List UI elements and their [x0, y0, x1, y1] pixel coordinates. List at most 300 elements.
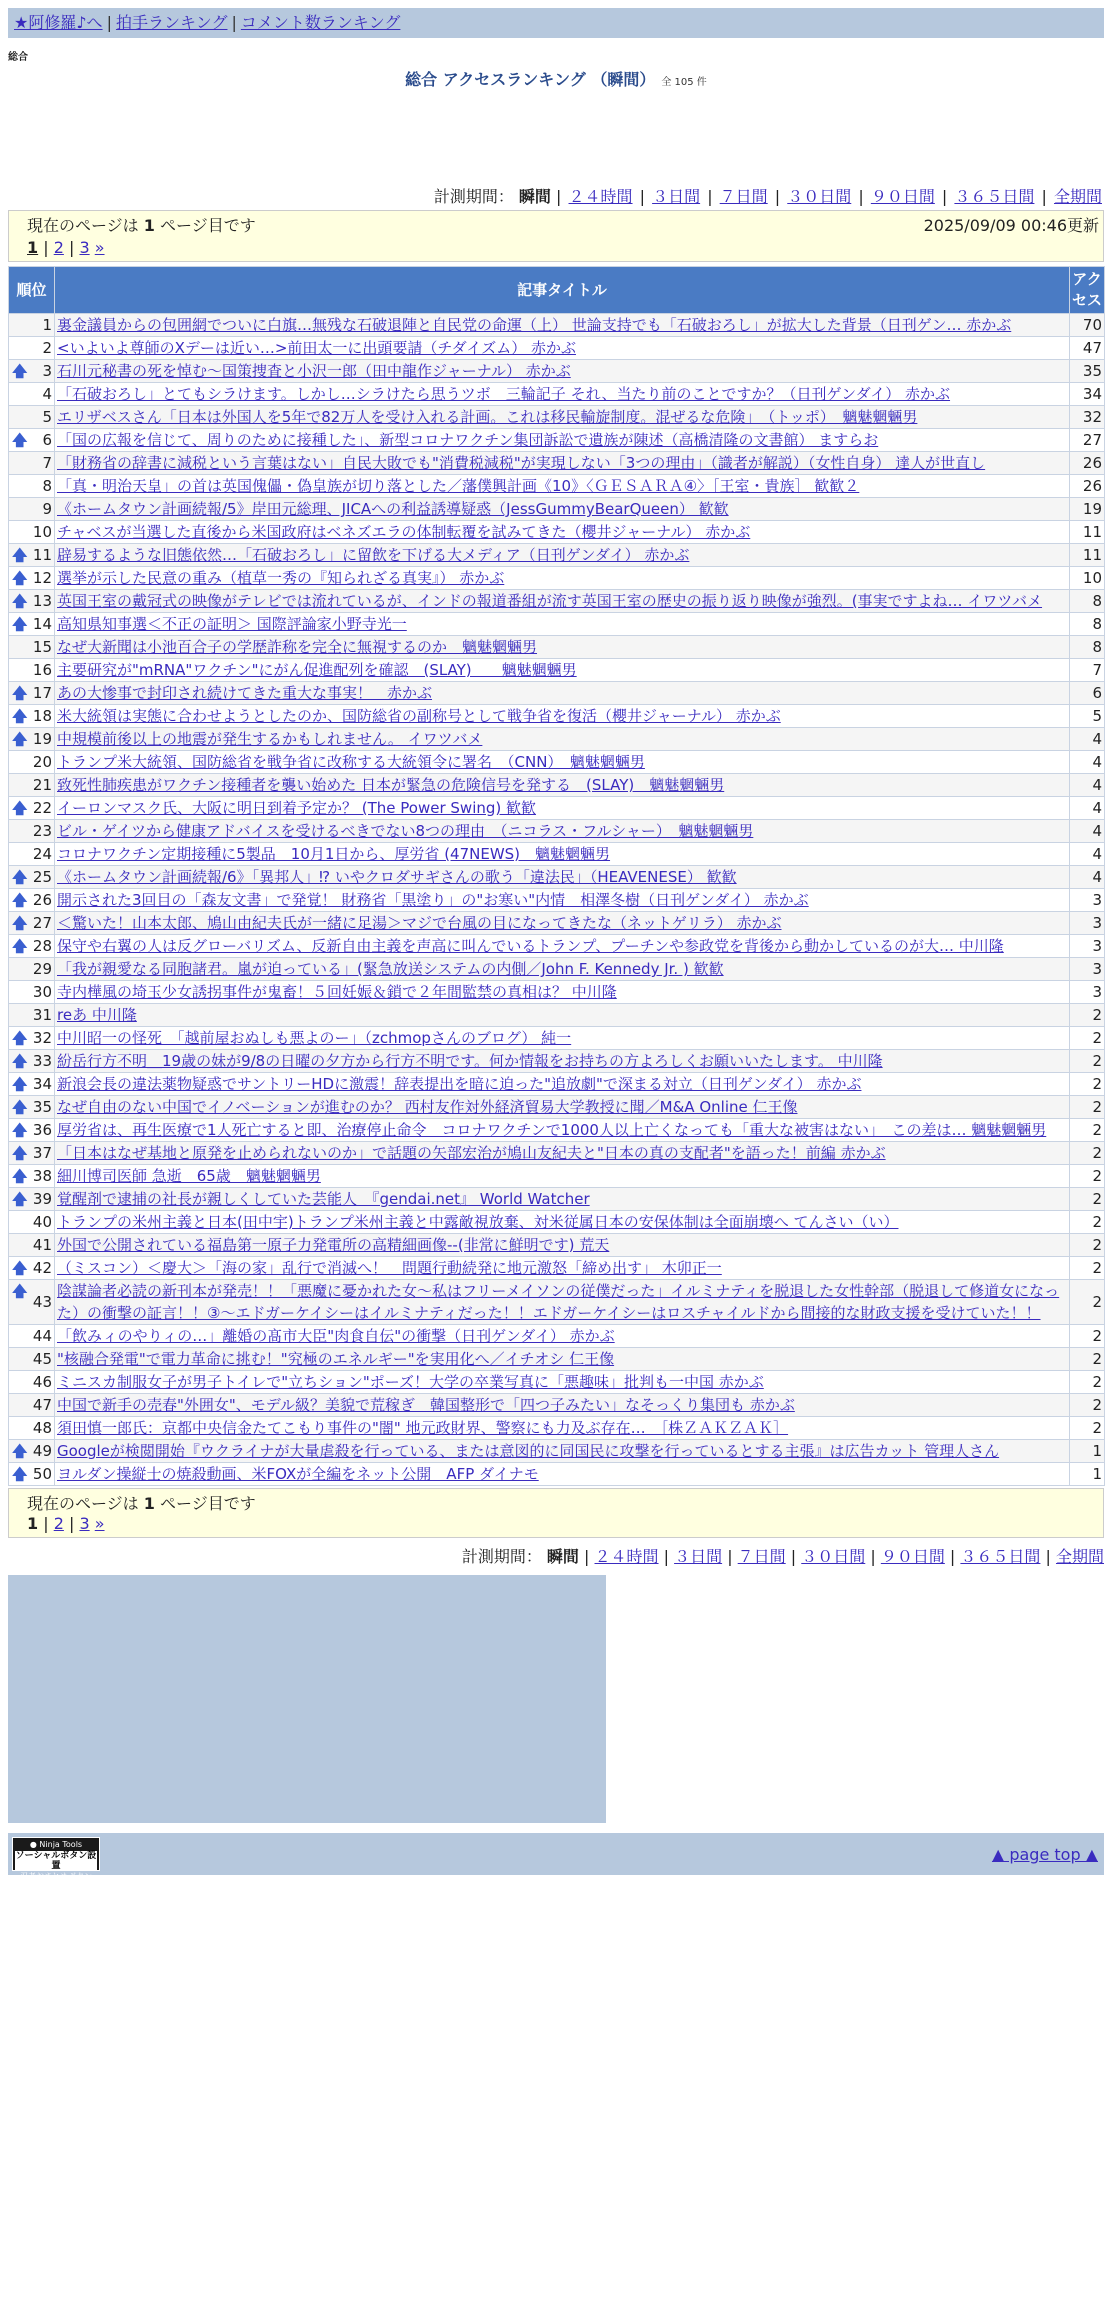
title-cell — [55, 1027, 1070, 1050]
article-link[interactable]: 「飲みィのやりィの…」離婚の髙市大臣"肉食自伝"の衝撃（日刊ゲンダイ） 赤かぶ — [57, 1327, 615, 1345]
period-current: 瞬間 — [546, 1547, 579, 1566]
rank-cell — [9, 1394, 55, 1417]
period-option-link[interactable]: 全期間 — [1055, 1547, 1104, 1566]
article-link[interactable]: ミニスカ制服女子が男子トイレで"立ちション"ポーズ！大学の卒業写真に「悪趣味」批判も一中国 赤かぶ — [57, 1373, 764, 1391]
rank-up-arrow-icon: 🡅 — [12, 707, 28, 725]
pager-next-link[interactable]: » — [94, 1514, 105, 1533]
article-link[interactable]: 英国王室の戴冠式の映像がテレビでは流れているが、インドの報道番組が流す英国王室の歴史の振り返り映像が強烈。(事実ですよね… イワツバメ — [57, 592, 1043, 610]
rank-number: 29 — [32, 960, 52, 978]
table-row — [9, 1050, 1105, 1073]
pager-top: 現在のページは 1 ページ目です 1 | 2 | 3 » 2025/09/09 00:46更新 — [8, 210, 1104, 262]
rank-cell — [9, 705, 55, 728]
rank-up-arrow-icon: 🡅 — [12, 1167, 28, 1185]
access-count: 2 — [1070, 1234, 1105, 1257]
rank-cell — [9, 1142, 55, 1165]
article-link[interactable]: 外国で公開されている福島第一原子力発電所の高精細画像--(非常に鮮明です) 荒天 — [57, 1236, 610, 1254]
rank-cell — [9, 1050, 55, 1073]
access-count: 4 — [1070, 751, 1105, 774]
title-cell — [55, 958, 1070, 981]
rank-number: 17 — [32, 684, 52, 702]
table-row — [9, 521, 1105, 544]
rank-number: 35 — [32, 1098, 52, 1116]
table-row — [9, 314, 1105, 337]
article-link[interactable]: 中国で新手の売春"外囲女"、モデル級？美貌で荒稼ぎ 韓国整形で「四つ子みたい」なそっくり集団も 赤かぶ — [57, 1396, 795, 1414]
pager-page-link[interactable]: 2 — [53, 1514, 64, 1533]
rank-cell — [9, 889, 55, 912]
home-link[interactable]: ★阿修羅♪へ — [14, 13, 103, 32]
badge-line-2: ソーシャルボタン設置 — [15, 1851, 97, 1871]
title-cell — [55, 1050, 1070, 1073]
access-count: 70 — [1070, 314, 1105, 337]
rank-number: 30 — [32, 983, 52, 1001]
access-count: 2 — [1070, 1257, 1105, 1280]
access-count: 2 — [1070, 1119, 1105, 1142]
table-row — [9, 1188, 1105, 1211]
article-link[interactable]: <いよいよ尊師のXデーは近い…>前田太一に出頭要請（チダイズム） 赤かぶ — [57, 339, 576, 357]
rank-number: 37 — [32, 1144, 52, 1162]
rank-up-arrow-icon: 🡅 — [12, 1190, 28, 1208]
title-cell — [55, 1280, 1070, 1325]
table-row — [9, 797, 1105, 820]
access-count: 2 — [1070, 1188, 1105, 1211]
title-cell — [55, 337, 1070, 360]
rank-number: 9 — [42, 500, 52, 518]
article-link[interactable]: トランプの米州主義と日本(田中宇)トランプ米州主義と中露敵視放棄、対米従属日本の安保体制は全面崩壊へ てんさい（い） — [57, 1213, 899, 1231]
access-count: 2 — [1070, 1417, 1105, 1440]
rank-up-arrow-icon: 🡅 — [12, 799, 28, 817]
title-cell — [55, 475, 1070, 498]
rank-number: 49 — [32, 1442, 52, 1460]
rank-number: 15 — [32, 638, 52, 656]
access-count: 3 — [1070, 958, 1105, 981]
page-title: 総合 アクセスランキング （瞬間） — [405, 70, 656, 89]
title-cell — [55, 1234, 1070, 1257]
rank-cell — [9, 1165, 55, 1188]
period-option-link[interactable]: ３０日間 — [801, 1547, 866, 1566]
rank-up-arrow-icon: 🡅 — [12, 1052, 28, 1070]
title-cell — [55, 1004, 1070, 1027]
rank-up-arrow-icon: 🡅 — [12, 1442, 28, 1460]
rank-cell — [9, 337, 55, 360]
table-row — [9, 1004, 1105, 1027]
table-row — [9, 475, 1105, 498]
rank-number: 44 — [32, 1327, 52, 1345]
title-cell — [55, 544, 1070, 567]
table-row — [9, 728, 1105, 751]
rank-cell — [9, 1280, 55, 1325]
article-link[interactable]: 辟易するような旧態依然…「石破おろし」に留飲を下げる大メディア（日刊ゲンダイ） 赤かぶ — [57, 546, 690, 564]
rank-number: 42 — [32, 1259, 52, 1277]
rank-up-arrow-icon: 🡅 — [12, 362, 28, 380]
rank-number: 6 — [42, 431, 52, 449]
access-count: 7 — [1070, 659, 1105, 682]
pager-next-link[interactable]: » — [94, 238, 105, 257]
rank-up-arrow-icon: 🡅 — [12, 1259, 28, 1277]
title-cell — [55, 429, 1070, 452]
rank-cell — [9, 429, 55, 452]
table-row — [9, 337, 1105, 360]
access-count: 2 — [1070, 1004, 1105, 1027]
period-option-link[interactable]: ７日間 — [719, 187, 768, 206]
pager-page-link[interactable]: 3 — [79, 1514, 90, 1533]
table-row — [9, 1096, 1105, 1119]
pager-status-suffix: ページ目です — [160, 1494, 256, 1513]
rank-up-arrow-icon: 🡅 — [12, 1029, 28, 1047]
article-link[interactable]: 選挙が示した民意の重み（植草一秀の『知られざる真実』） 赤かぶ — [57, 569, 505, 587]
title-cell — [55, 820, 1070, 843]
rank-number: 13 — [32, 592, 52, 610]
rank-up-arrow-icon: 🡅 — [12, 431, 28, 449]
rank-up-arrow-icon: 🡅 — [12, 569, 28, 587]
table-row — [9, 935, 1105, 958]
article-link[interactable]: あの大惨事で封印され続けてきた重大な事実！ 赤かぶ — [57, 684, 433, 702]
access-count: 6 — [1070, 682, 1105, 705]
rank-number: 1 — [42, 316, 52, 334]
table-row — [9, 360, 1105, 383]
table-row — [9, 843, 1105, 866]
access-count: 2 — [1070, 1211, 1105, 1234]
rank-cell — [9, 866, 55, 889]
clap-ranking-link[interactable]: 拍手ランキング — [115, 13, 228, 32]
title-cell — [55, 1142, 1070, 1165]
nav-separator: | — [106, 13, 112, 32]
article-link[interactable]: 保守や右翼の人は反グローバリズム、反新自由主義を声高に叫んでいるトランプ、プーチンや参政党を背後から動かしているのが大… 中川隆 — [57, 937, 1004, 955]
article-link[interactable]: 覚醒剤で逮捕の社長が親しくしていた芸能人 『gendai.net』 World Watcher — [57, 1190, 590, 1208]
article-link[interactable]: 細川博司医師 急逝 65歳 魑魅魍魎男 — [57, 1167, 321, 1185]
table-row — [9, 1119, 1105, 1142]
rank-cell — [9, 728, 55, 751]
period-option-link[interactable]: ２４時間 — [568, 187, 633, 206]
rank-number: 33 — [32, 1052, 52, 1070]
rank-up-arrow-icon: 🡅 — [12, 1121, 28, 1139]
period-option-link[interactable]: ９０日間 — [870, 187, 935, 206]
article-link[interactable]: 「我が親愛なる同胞諸君。嵐が迫っている」(緊急放送システムの内側／John F. Kennedy Jr. ) 歓歓 — [57, 960, 724, 978]
rank-number: 16 — [32, 661, 52, 679]
ranking-table — [8, 266, 1105, 1486]
article-link[interactable]: 厚労省は、再生医療で1人死亡すると即、治療停止命令 コロナワクチンで1000人以上亡くなっても「重大な被害はない」 この差は… 魑魅魍魎男 — [57, 1121, 1047, 1139]
rank-number: 4 — [42, 385, 52, 403]
rank-number: 2 — [42, 339, 52, 357]
footer-bar — [8, 1833, 1104, 1881]
pager-status-prefix: 現在のページは — [27, 216, 139, 235]
rank-cell — [9, 1417, 55, 1440]
article-link[interactable]: 開示された3回目の「森友文書」で発覚！ 財務省「黒塗り」の"お寒い"内情 相澤冬樹（日刊ゲンダイ） 赤かぶ — [57, 891, 809, 909]
table-row — [9, 820, 1105, 843]
comment-ranking-link[interactable]: コメント数ランキング — [240, 13, 401, 32]
rank-cell — [9, 314, 55, 337]
rank-up-arrow-icon: 🡅 — [12, 1282, 28, 1300]
access-count: 3 — [1070, 981, 1105, 1004]
title-cell — [55, 406, 1070, 429]
rank-number: 11 — [32, 546, 52, 564]
rank-cell — [9, 613, 55, 636]
title-cell — [55, 728, 1070, 751]
rank-cell — [9, 1257, 55, 1280]
article-link[interactable]: ＜驚いた！山本太郎、鳩山由紀夫氏が一緒に足湯＞マジで台風の目になってきたな（ネットゲリラ） 赤かぶ — [57, 914, 782, 932]
page-top-link[interactable]: ▲ page top ▲ — [991, 1845, 1098, 1864]
rank-number: 26 — [32, 891, 52, 909]
rank-number: 20 — [32, 753, 52, 771]
title-cell — [55, 981, 1070, 1004]
table-row — [9, 1440, 1105, 1463]
rank-number: 18 — [32, 707, 52, 725]
article-link[interactable]: 「真・明治天皇」の首は英国傀儡・偽皇族が切り落とした／藩僕興計画《10》〈ＧＥＳＡＲＡ④〉［王室・貴族］ 歓歓２ — [57, 477, 860, 495]
rank-up-arrow-icon: 🡅 — [12, 615, 28, 633]
title-cell — [55, 1463, 1070, 1486]
rank-cell — [9, 797, 55, 820]
title-cell — [55, 498, 1070, 521]
title-cell — [55, 521, 1070, 544]
rank-cell — [9, 659, 55, 682]
table-row — [9, 774, 1105, 797]
access-count: 4 — [1070, 866, 1105, 889]
table-row — [9, 613, 1105, 636]
title-cell — [55, 1073, 1070, 1096]
rank-up-arrow-icon: 🡅 — [12, 684, 28, 702]
access-count: 26 — [1070, 475, 1105, 498]
period-option-link[interactable]: 全期間 — [1053, 187, 1102, 206]
rank-number: 24 — [32, 845, 52, 863]
period-option-link[interactable]: ３日間 — [652, 187, 701, 206]
rank-number: 3 — [42, 362, 52, 380]
rank-up-arrow-icon: 🡅 — [12, 1144, 28, 1162]
title-cell — [55, 360, 1070, 383]
table-row — [9, 1142, 1105, 1165]
access-count: 2 — [1070, 1073, 1105, 1096]
access-count: 47 — [1070, 337, 1105, 360]
rank-number: 7 — [42, 454, 52, 472]
article-link[interactable]: （ミスコン）＜慶大＞「海の家」乱行で消滅へ！ 問題行動続発に地元激怒「締め出す」 木卯正一 — [57, 1259, 722, 1277]
top-nav-bar — [8, 8, 1104, 38]
rank-cell — [9, 383, 55, 406]
title-cell — [55, 1325, 1070, 1348]
access-count: 3 — [1070, 935, 1105, 958]
article-link[interactable]: Googleが検閲開始『ウクライナが大量虐殺を行っている、または意図的に同国民に攻撃を行っているとする主張』は広告カット 管理人さん — [57, 1442, 1000, 1460]
title-cell — [55, 1440, 1070, 1463]
article-link[interactable]: なぜ大新聞は小池百合子の学歴詐称を完全に無視するのか 魑魅魍魎男 — [57, 638, 538, 656]
title-cell — [55, 1188, 1070, 1211]
article-link[interactable]: 新浪会長の違法薬物疑惑でサントリーHDに激震！辞表提出を暗に迫った"追放劇"で深まる対立（日刊ゲンダイ） 赤かぶ — [57, 1075, 862, 1093]
access-count: 4 — [1070, 774, 1105, 797]
table-row — [9, 682, 1105, 705]
table-row — [9, 1348, 1105, 1371]
rank-cell — [9, 1325, 55, 1348]
article-link[interactable]: 石川元秘書の死を悼む〜国策捜査と小沢一郎（田中龍作ジャーナル） 赤かぶ — [57, 362, 571, 380]
total-count: 全 105 件 — [661, 77, 707, 88]
rank-cell — [9, 1188, 55, 1211]
rank-number: 38 — [32, 1167, 52, 1185]
rank-number: 22 — [32, 799, 52, 817]
access-count: 2 — [1070, 1027, 1105, 1050]
table-row — [9, 1073, 1105, 1096]
access-count: 2 — [1070, 1280, 1105, 1325]
period-label: 計測期間： — [433, 187, 514, 206]
access-count: 32 — [1070, 406, 1105, 429]
rank-up-arrow-icon: 🡅 — [12, 1098, 28, 1116]
rank-cell — [9, 1463, 55, 1486]
table-row — [9, 498, 1105, 521]
ranking-title-row — [0, 67, 1112, 90]
article-link[interactable]: 致死性肺疾患がワクチン接種者を襲い始めた 日本が緊急の危険信号を発する (SLAY) 魑魅魍魎男 — [57, 776, 725, 794]
article-link[interactable]: ビル・ゲイツから健康アドバイスを受けるべきでない8つの理由 （ニコラス・フルシャー） 魑魅魍魎男 — [57, 822, 754, 840]
rank-number: 32 — [32, 1029, 52, 1047]
access-count: 10 — [1070, 567, 1105, 590]
pager-status-prefix: 現在のページは — [27, 1494, 139, 1513]
access-count: 8 — [1070, 590, 1105, 613]
rank-cell — [9, 567, 55, 590]
rank-cell — [9, 475, 55, 498]
access-count: 1 — [1070, 1463, 1105, 1486]
table-row — [9, 636, 1105, 659]
article-link[interactable]: 須田慎一郎氏：京都中央信金たてこもり事件の"闇" 地元政財界、警察にも力及ぶ存在… ［株ＺＡＫＺＡＫ］ — [57, 1419, 789, 1437]
pager-page-link[interactable]: 2 — [53, 238, 64, 257]
table-row — [9, 1280, 1105, 1325]
pager-page-link[interactable]: 3 — [79, 238, 90, 257]
article-link[interactable]: "核融合発電"で電力革命に挑む！"究極のエネルギー"を実用化へ／イチオシ 仁王像 — [57, 1350, 615, 1368]
title-cell — [55, 1371, 1070, 1394]
rank-number: 43 — [32, 1293, 52, 1311]
access-count: 34 — [1070, 383, 1105, 406]
table-row — [9, 383, 1105, 406]
access-count: 2 — [1070, 1050, 1105, 1073]
period-option-link[interactable]: ７日間 — [737, 1547, 786, 1566]
col-access-header: アクセス — [1070, 267, 1105, 314]
access-count: 4 — [1070, 820, 1105, 843]
table-row — [9, 567, 1105, 590]
access-count: 8 — [1070, 636, 1105, 659]
rank-number: 5 — [42, 408, 52, 426]
article-link[interactable]: 「財務省の辞書に減税という言葉はない」自民大敗でも"消費税減税"が実現しない「3つの理由」（識者が解説）（女性自身） 達人が世直し — [57, 454, 986, 472]
article-link[interactable]: 「石破おろし」とてもシラけます。しかし…シラけたら思うツボ 三輪記子 それ、当たり前のことですか？（日刊ゲンダイ） 赤かぶ — [57, 385, 951, 403]
table-row — [9, 1027, 1105, 1050]
article-link[interactable]: なぜ自由のない中国でイノベーションが進むのか？ 西村友作対外経済貿易大学教授に聞／M&A Online 仁王像 — [57, 1098, 798, 1116]
table-row — [9, 705, 1105, 728]
article-link[interactable]: ヨルダン操縦士の焼殺動画、米FOXが全編をネット公開 AFP ダイナモ — [57, 1465, 539, 1483]
period-option-link[interactable]: ３６５日間 — [954, 187, 1035, 206]
title-cell — [55, 314, 1070, 337]
rank-number: 41 — [32, 1236, 52, 1254]
period-option-link[interactable]: ２４時間 — [594, 1547, 659, 1566]
article-link[interactable]: イーロンマスク氏、大阪に明日到着予定か？ (The Power Swing) 歓歓 — [57, 799, 537, 817]
article-link[interactable]: 陰謀論者必読の新刊本が発売！！「悪魔に憂かれた女〜私はフリーメイソンの従僕だった」イルミナティを脱退した女性幹部（脱退して修道女になった）の衝撃の証言！！③〜エドガーケイシーはイルミナティだった！！エドガーケイシーはロスチャイルドから間接的な財政支援を受けていた！！ — [57, 1282, 1060, 1322]
article-link[interactable]: エリザベスさん「日本は外国人を5年で82万人を受け入れる計画。これは移民輸旋制度。混ぜるな危険」 （トッポ） 魑魅魍魎男 — [57, 408, 918, 426]
article-link[interactable]: reあ 中川隆 — [57, 1006, 137, 1024]
article-link[interactable]: 《ホームタウン計画続報/6》「異邦人」⁉ いやクロダサギさんの歌う「違法民」（HEAVENESE） 歓歓 — [57, 868, 737, 886]
rank-number: 23 — [32, 822, 52, 840]
title-cell — [55, 567, 1070, 590]
rank-number: 47 — [32, 1396, 52, 1414]
access-count: 19 — [1070, 498, 1105, 521]
rank-number: 21 — [32, 776, 52, 794]
access-count: 5 — [1070, 705, 1105, 728]
article-link[interactable]: 裏金議員からの包囲網でついに白旗…無残な石破退陣と自民党の命運（上） 世論支持でも「石破おろし」が拡大した背景（日刊ゲン… 赤かぶ — [57, 316, 1012, 334]
article-link[interactable]: 中川昭一の怪死 「越前屋おぬしも悪よのー」（zchmopさんのブログ） 純一 — [57, 1029, 572, 1047]
rank-up-arrow-icon: 🡅 — [12, 1465, 28, 1483]
title-cell — [55, 843, 1070, 866]
table-row — [9, 1165, 1105, 1188]
title-cell — [55, 1417, 1070, 1440]
title-cell — [55, 774, 1070, 797]
access-count: 2 — [1070, 1142, 1105, 1165]
article-link[interactable]: 高知県知事選＜不正の証明＞ 国際評論家小野寺光一 — [57, 615, 407, 633]
article-link[interactable]: 中規模前後以上の地震が発生するかもしれません。 イワツバメ — [57, 730, 483, 748]
article-link[interactable]: 米大統領は実態に合わせようとしたのか、国防総省の副称号として戦争省を復活（櫻井ジャーナル） 赤かぶ — [57, 707, 781, 725]
title-cell — [55, 659, 1070, 682]
rank-number: 50 — [32, 1465, 52, 1483]
updated-timestamp: 2025/09/09 00:46更新 — [923, 216, 1099, 235]
period-selector-top: 計測期間： 瞬間 | ２４時間 | ３日間 | ７日間 | ３０日間 | ９０日間 | ３６５日間 | 全期間 — [433, 187, 1102, 206]
period-option-link[interactable]: ３日間 — [674, 1547, 723, 1566]
title-cell — [55, 590, 1070, 613]
rank-up-arrow-icon: 🡅 — [12, 868, 28, 886]
title-cell — [55, 866, 1070, 889]
access-count: 2 — [1070, 1096, 1105, 1119]
ninja-tools-badge[interactable] — [12, 1837, 100, 1881]
access-count: 4 — [1070, 843, 1105, 866]
badge-line-1: ● Ninja Tools — [29, 1840, 83, 1849]
article-link[interactable]: 主要研究が"mRNA"ワクチン"にがん促進配列を確認 (SLAY) 魑魅魍魎男 — [57, 661, 577, 679]
title-cell — [55, 1394, 1070, 1417]
badge-line-3: 忍者おまとめボタン — [20, 1872, 92, 1881]
access-count: 11 — [1070, 544, 1105, 567]
article-link[interactable]: 《ホームタウン計画続報/5》岸田元総理、JICAへの利益誘導疑惑（JessGummyBearQueen） 歓歓 — [57, 500, 729, 518]
article-link[interactable]: 寺内樺風の埼玉少女誘拐事件が鬼畜！５回妊娠＆鎖で２年間監禁の真相は？ 中川隆 — [57, 983, 617, 1001]
rank-number: 27 — [32, 914, 52, 932]
section-label: 総合 — [8, 52, 28, 63]
rank-up-arrow-icon: 🡅 — [12, 891, 28, 909]
rank-number: 8 — [42, 477, 52, 495]
nav-separator: | — [231, 13, 237, 32]
article-link[interactable]: コロナワクチン定期接種に5製品 10月1日から、厚労省 (47NEWS) 魑魅魍魎男 — [57, 845, 611, 863]
table-row — [9, 659, 1105, 682]
rank-number: 10 — [32, 523, 52, 541]
table-row — [9, 866, 1105, 889]
pager-bottom: 現在のページは 1 ページ目です 1 | 2 | 3 » — [8, 1488, 1104, 1538]
rank-cell — [9, 590, 55, 613]
title-cell — [55, 682, 1070, 705]
rank-cell — [9, 820, 55, 843]
access-count: 4 — [1070, 728, 1105, 751]
title-cell — [55, 383, 1070, 406]
access-count: 2 — [1070, 1394, 1105, 1417]
rank-number: 25 — [32, 868, 52, 886]
table-row — [9, 1463, 1105, 1486]
article-link[interactable]: トランプ米大統領、国防総省を戦争省に改称する大統領令に署名 （CNN） 魑魅魍魎男 — [57, 753, 645, 771]
rank-cell — [9, 751, 55, 774]
period-option-link[interactable]: ３６５日間 — [960, 1547, 1041, 1566]
rank-cell — [9, 521, 55, 544]
article-link[interactable]: 「日本はなぜ基地と原発を止められないのか」で話題の矢部宏治が鳩山友紀夫と"日本の真の支配者"を語った！前編 赤かぶ — [57, 1144, 886, 1162]
title-cell — [55, 705, 1070, 728]
period-option-link[interactable]: ３０日間 — [787, 187, 852, 206]
rank-number: 46 — [32, 1373, 52, 1391]
article-link[interactable]: 紛岳行方不明＿19歳の妹が9/8の日曜の夕方から行方不明です。何か情報をお持ちの方よろしくお願いいたします。 中川隆 — [57, 1052, 883, 1070]
rank-cell — [9, 682, 55, 705]
table-row — [9, 452, 1105, 475]
rank-number: 36 — [32, 1121, 52, 1139]
title-cell — [55, 1257, 1070, 1280]
article-link[interactable]: チャベスが当選した直後から米国政府はベネズエラの体制転覆を試みてきた（櫻井ジャーナル） 赤かぶ — [57, 523, 751, 541]
period-option-link[interactable]: ９０日間 — [880, 1547, 945, 1566]
rank-number: 39 — [32, 1190, 52, 1208]
table-row — [9, 590, 1105, 613]
rank-number: 34 — [32, 1075, 52, 1093]
table-row — [9, 751, 1105, 774]
table-row — [9, 1394, 1105, 1417]
rank-cell — [9, 1096, 55, 1119]
access-count: 3 — [1070, 912, 1105, 935]
article-link[interactable]: 「国の広報を信じて、周りのために接種した」、新型コロナワクチン集団訴訟で遺族が陳述（高橋清隆の文書館） ますらお — [57, 431, 879, 449]
